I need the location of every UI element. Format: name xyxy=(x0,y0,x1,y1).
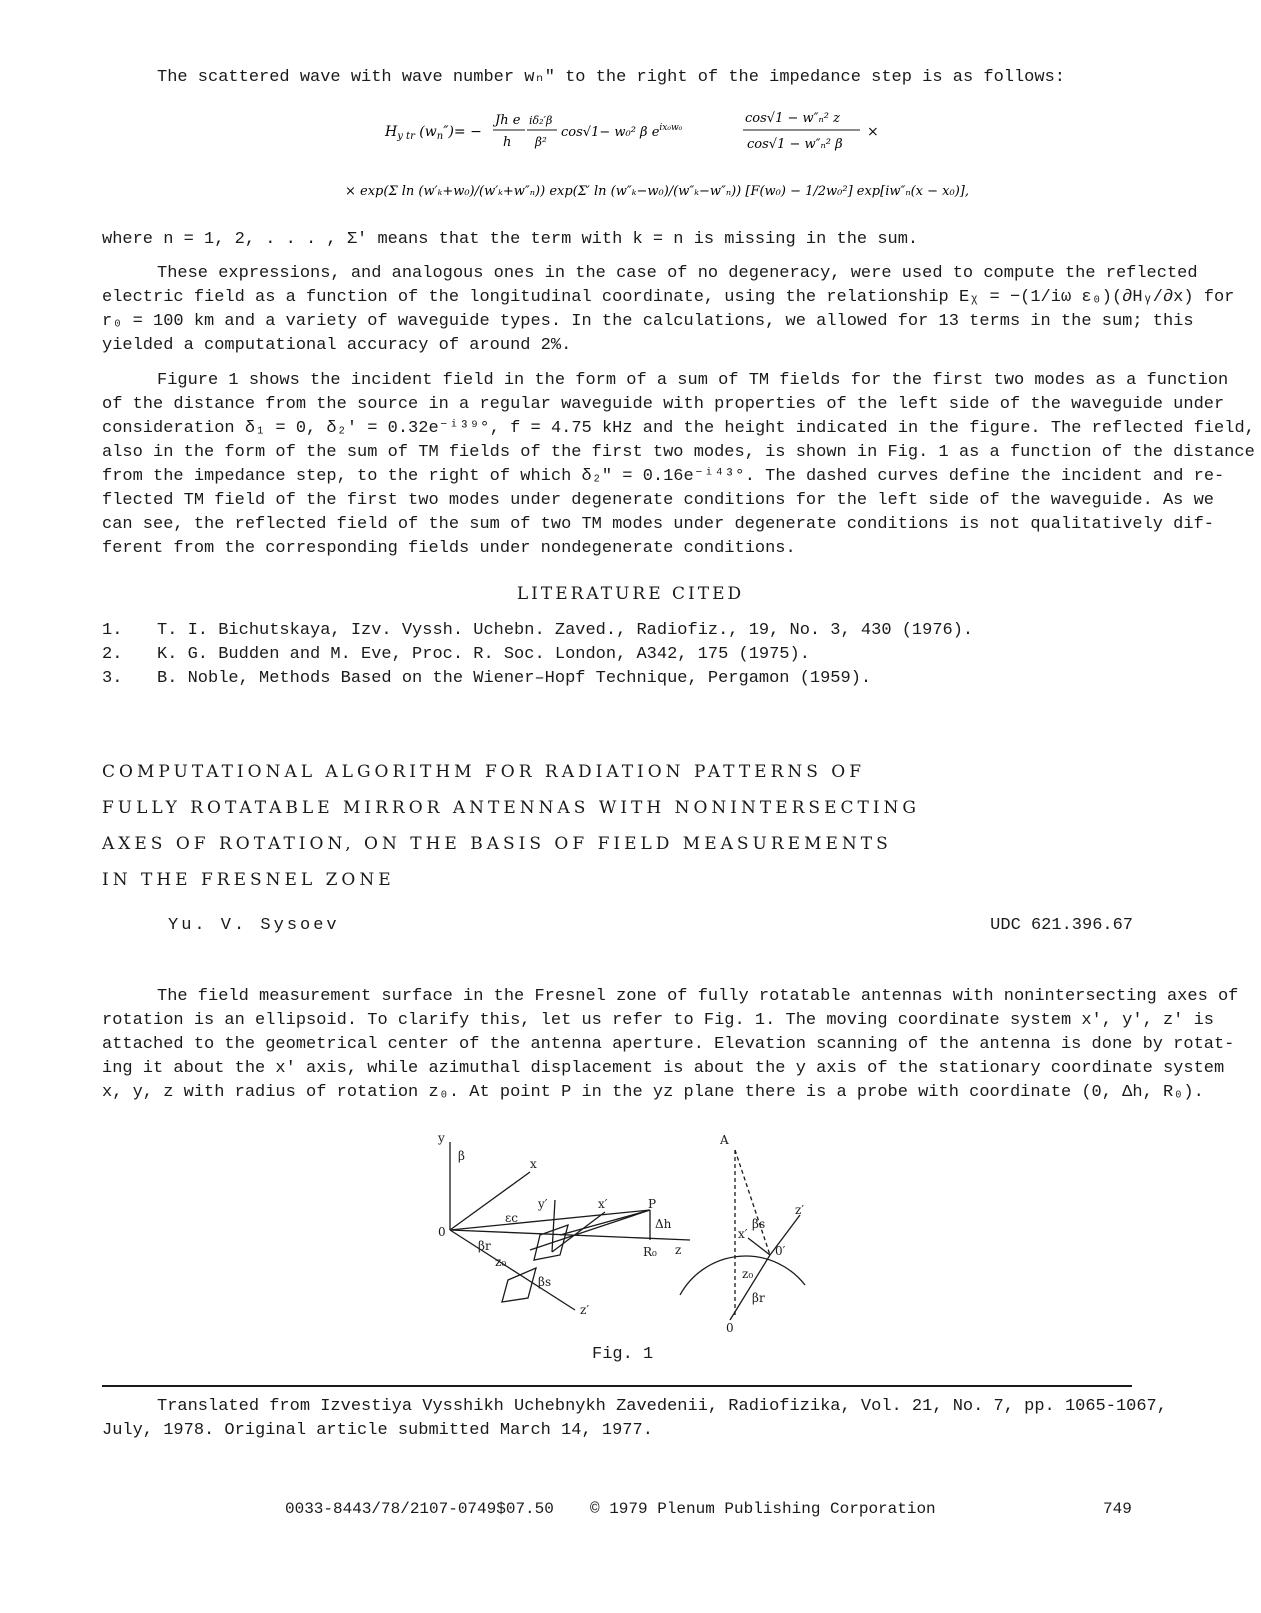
label-r0: R₀ xyxy=(643,1245,657,1259)
label-beta-s: βs xyxy=(538,1275,552,1289)
svg-text:×: × xyxy=(867,124,879,140)
article-title-line: IN THE FRESNEL ZONE xyxy=(102,870,395,890)
para2-line: of the distance from the source in a regular waveguide with properties of the left side of the waveguide under xyxy=(102,395,1225,414)
label-x: x xyxy=(530,1157,537,1171)
para2-line: from the impedance step, to the right of which δ₂″ = 0.16e⁻ⁱ⁴³°. The dashed curves define the incident and re- xyxy=(102,467,1225,486)
para2-line: Figure 1 shows the incident field in the form of a sum of TM fields for the first two modes as a function xyxy=(157,371,1229,390)
label-z-prime-right: z′ xyxy=(795,1203,805,1217)
para1-line: yielded a computational accuracy of around 2%. xyxy=(102,336,572,355)
z-prime-axis xyxy=(450,1230,575,1310)
label-a: A xyxy=(720,1133,729,1147)
svg-text:cos√1− w₀² β eix₀w₀: cos√1− w₀² β $e^{ix_0w_0}$ xyxy=(561,123,683,140)
antenna-aperture-base xyxy=(502,1268,536,1302)
para3-line: The field measurement surface in the Fresnel zone of fully rotatable antennas with nonintersecting axes of xyxy=(157,987,1239,1006)
para3-line: attached to the geometrical center of the antenna aperture. Elevation scanning of the antenna is done by rotat- xyxy=(102,1035,1235,1054)
svg-text:iδ₂′β: iδ₂′β xyxy=(529,114,553,127)
svg-text:cos√1 − w″ₙ² β: cos√1 − w″ₙ² β xyxy=(747,137,843,152)
formula-line2: × exp(Σ ln (w′ₖ+w₀)/(w′ₖ+w″ₙ)) exp(Σ′ ln (w″ₖ−w₀)/(w″ₖ−w″ₙ)) [F(w₀) − 1/2w₀²] exp[iw″ₙ(x − x₀)], xyxy=(345,184,969,199)
label-delta-h: Δh xyxy=(655,1217,672,1231)
where-line xyxy=(102,228,1152,252)
translation-note xyxy=(102,1395,1167,1443)
para2-line: can see, the reflected field of the sum of two TM modes under degenerate conditions is not qualitatively dif- xyxy=(102,515,1214,534)
reference-item xyxy=(102,621,973,640)
label-o-bottom: 0 xyxy=(726,1321,734,1335)
price-code: 0033-8443/78/2107-0749$07.50 xyxy=(285,1500,554,1518)
label-z-prime: z′ xyxy=(580,1303,590,1317)
reference-number: 1. xyxy=(102,621,123,640)
article-title-line: COMPUTATIONAL ALGORITHM FOR RADIATION PATTERNS OF xyxy=(102,762,866,782)
article-title-line: AXES OF ROTATION, ON THE BASIS OF FIELD MEASUREMENTS xyxy=(102,834,892,854)
intro-line xyxy=(102,66,1152,90)
svg-text:cos√1 − w″ₙ² z: cos√1 − w″ₙ² z xyxy=(745,111,840,126)
reference-text: K. G. Budden and M. Eve, Proc. R. Soc. London, A342, 175 (1975). xyxy=(157,645,810,664)
para3-line: x, y, z with radius of rotation z₀. At point P in the yz plane there is a probe with coordinate (0, Δh, R₀). xyxy=(102,1083,1204,1102)
reference-item xyxy=(102,645,810,664)
para1-line: These expressions, and analogous ones in the case of no degeneracy, were used to compute the reflected xyxy=(157,264,1198,283)
reference-item xyxy=(102,669,871,688)
para1-line: electric field as a function of the longitudinal coordinate, using the relationship Eᵪ = −(1/iω ε₀)(∂Hᵧ/∂x) for xyxy=(102,288,1235,307)
radius-z0 xyxy=(730,1255,770,1320)
svg-text:Jh e: Jh e xyxy=(495,113,521,128)
para3-line: rotation is an ellipsoid. To clarify this, let us refer to Fig. 1. The moving coordinate system x′, y′, z′ is xyxy=(102,1011,1214,1030)
footer-rule xyxy=(102,1385,1132,1387)
where-text: where n = 1, 2, . . . , Σ′ means that the term with k = n is missing in the sum. xyxy=(102,230,919,249)
y-prime-axis xyxy=(552,1200,555,1252)
label-z0-right: z₀ xyxy=(742,1267,754,1281)
label-x-prime-right: x′ xyxy=(738,1227,748,1241)
label-x-prime: x′ xyxy=(598,1197,608,1211)
label-beta: β xyxy=(458,1149,465,1163)
translation-line: July, 1978. Original article submitted March 14, 1977. xyxy=(102,1421,653,1440)
author-name: Yu. V. Sysoev xyxy=(168,916,340,935)
paragraph-1 xyxy=(102,262,1235,358)
article-title-line: FULLY ROTATABLE MIRROR ANTENNAS WITH NONINTERSECTING xyxy=(102,798,921,818)
formula-block xyxy=(345,100,969,220)
label-p: P xyxy=(648,1197,657,1211)
para2-line: ferent from the corresponding fields under nondegenerate conditions. xyxy=(102,539,796,558)
label-z0: z₀ xyxy=(495,1255,507,1269)
para2-line: also in the form of the sum of TM fields of the first two modes, is shown in Fig. 1 as a function of the distance xyxy=(102,443,1255,462)
x-prime-axis xyxy=(552,1212,605,1252)
copyright: © 1979 Plenum Publishing Corporation xyxy=(590,1500,936,1518)
para1-line: r₀ = 100 km and a variety of waveguide types. In the calculations, we allowed for 13 terms in the sum; this xyxy=(102,312,1194,331)
reference-number: 3. xyxy=(102,669,123,688)
svg-text:β²: β² xyxy=(535,135,547,149)
paragraph-2 xyxy=(102,369,1255,561)
label-beta-r-right: βr xyxy=(752,1291,765,1305)
para3-line: ing it about the x′ axis, while azimuthal displacement is about the y axis of the stationary coordinate system xyxy=(102,1059,1225,1078)
svg-text:Hy tr (wn″)= −: $H_{y tr}$ $(w_n'')=$ − xyxy=(385,124,482,142)
reference-text: B. Noble, Methods Based on the Wiener–Hopf Technique, Pergamon (1959). xyxy=(157,669,872,688)
intro-text: The scattered wave with wave number wₙ″ to the right of the impedance step is as follows: xyxy=(157,68,1065,87)
x-axis xyxy=(450,1172,530,1230)
label-beta-r: βr xyxy=(478,1239,491,1253)
paragraph-3 xyxy=(102,985,1239,1105)
label-z: z xyxy=(675,1243,682,1257)
figure-diagram xyxy=(430,1130,830,1345)
label-origin: 0 xyxy=(438,1225,446,1239)
literature-title: LITERATURE CITED xyxy=(516,584,745,604)
label-y-prime: y′ xyxy=(538,1197,548,1211)
label-beta-s-right: βs xyxy=(752,1217,766,1231)
label-epsilon: εc xyxy=(505,1211,518,1225)
article-title xyxy=(102,754,920,898)
label-o-prime: 0′ xyxy=(775,1244,786,1258)
reference-number: 2. xyxy=(102,645,123,664)
reference-text: T. I. Bichutskaya, Izv. Vyssh. Uchebn. Zaved., Radiofiz., 19, No. 3, 430 (1976). xyxy=(157,621,974,640)
formula-svg xyxy=(345,100,969,220)
svg-text:h: h xyxy=(503,135,512,150)
udc-code: UDC 621.396.67 xyxy=(990,916,1133,935)
para2-line: consideration δ₁ = 0, δ₂′ = 0.32e⁻ⁱ³⁹°, f = 4.75 kHz and the height indicated in the figure. The reflected field, xyxy=(102,419,1255,438)
figure-caption: Fig. 1 xyxy=(592,1345,654,1364)
page-number: 749 xyxy=(1103,1500,1132,1518)
para2-line: flected TM field of the first two modes under degenerate conditions for the left side of the waveguide. As we xyxy=(102,491,1214,510)
translation-line: Translated from Izvestiya Vysshikh Uchebnykh Zavedenii, Radiofizika, Vol. 21, No. 7, pp. 1065-1067, xyxy=(157,1397,1167,1416)
label-y: y xyxy=(438,1131,445,1145)
